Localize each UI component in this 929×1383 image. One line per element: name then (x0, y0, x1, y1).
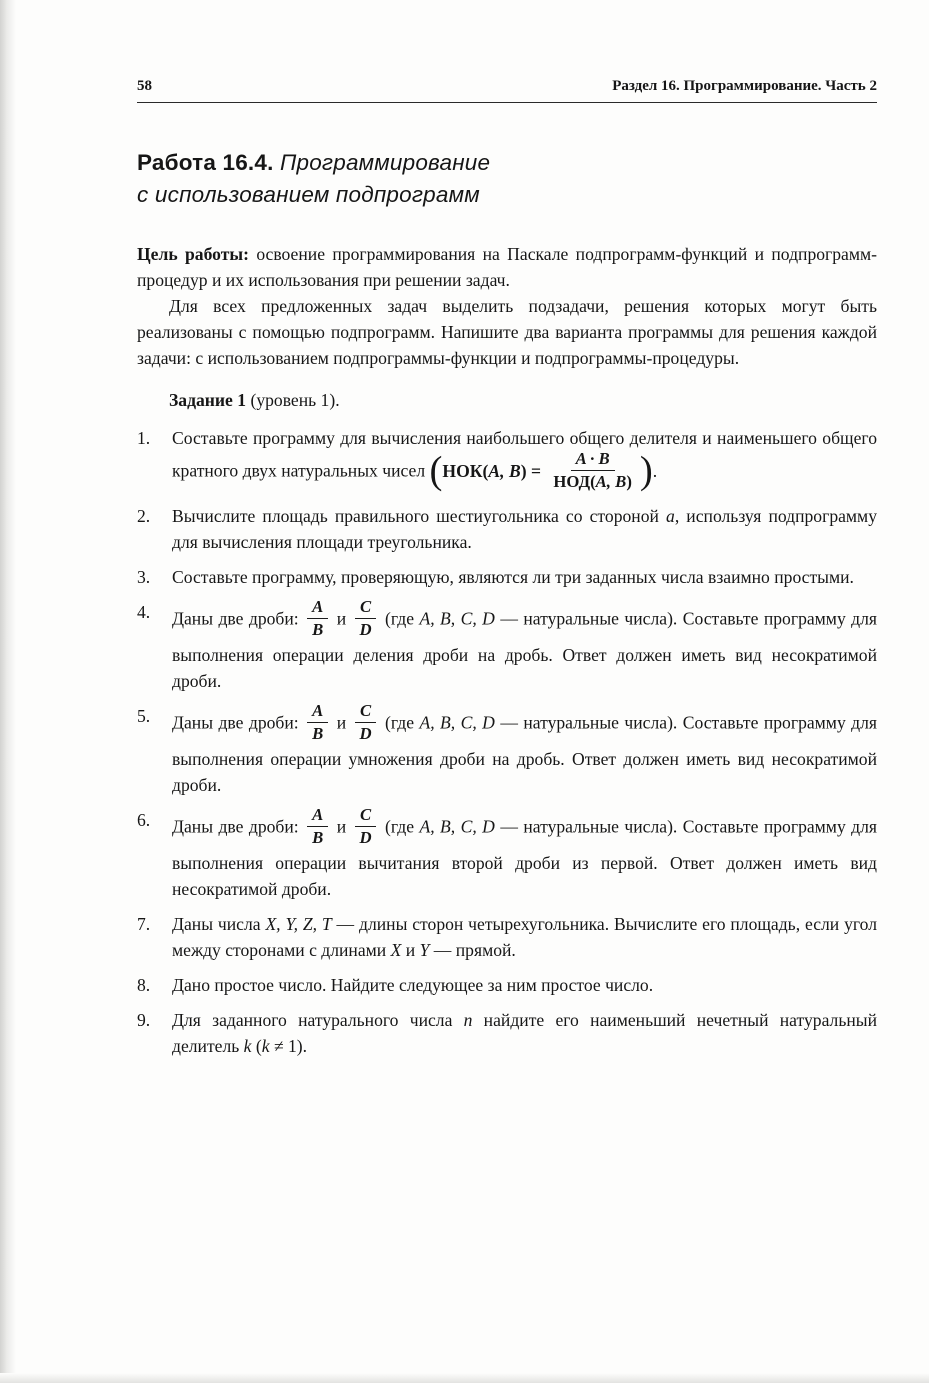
fraction: $\frac{C}{D}$ (355, 701, 377, 744)
task-number: 5. (137, 706, 151, 726)
goal-paragraph (137, 241, 877, 293)
scan-left-edge (0, 0, 16, 1383)
task-number: 1. (137, 428, 151, 448)
task-item-8 (137, 972, 877, 998)
goal-text: освоение программирования на Паскале подпрограмм-функций и подпрограмм-процедур и их использования при решении задач. (137, 244, 877, 290)
math-var: X (390, 940, 402, 960)
task-item-5 (137, 703, 877, 798)
chapter-title-number: Работа 16.4. (137, 150, 274, 175)
running-header (137, 78, 877, 95)
task-item-9 (137, 1007, 877, 1059)
fraction: $\frac{C}{D}$ (355, 805, 377, 848)
task-text: Даны числа X, Y, Z, T — длины сторон четырехугольника. Вычислите его площадь, если угол между сторонами с длинами X и Y — прямой. (172, 914, 877, 960)
math-var: A, B, C, D (419, 712, 495, 733)
task-item-1 (137, 425, 877, 494)
math-var: X, Y, Z, T (265, 914, 332, 934)
goal-lead: Цель работы: (137, 244, 249, 264)
page-number: 58 (137, 78, 152, 94)
math-var: A, B, C, D (419, 608, 495, 629)
task-text: Составьте программу, проверяющую, являются ли три заданных числа взаимно простыми. (172, 567, 854, 587)
task-text: Для заданного натурального числа n найдите его наименьший нечетный натуральный делитель k (k ≠ 1). (172, 1010, 877, 1056)
task-text: Даны две дроби: $\frac{A}{B}$ и $\frac{C}{D}$ (где A, B, C, D — натуральные числа). Составьте программу для выполнения операции вычитания второй дроби из первой. Ответ должен иметь вид несократимой дроби. (172, 805, 877, 899)
page-content (137, 78, 877, 1068)
task-text: Даны две дроби: $\frac{A}{B}$ и $\frac{C}{D}$ (где A, B, C, D — натуральные числа). Составьте программу для выполнения операции умножения дроби на дробь. Ответ должен иметь вид несократимой дроби. (172, 701, 877, 795)
section-heading (137, 387, 877, 413)
close-paren: ) (639, 448, 653, 492)
chapter-title (137, 147, 877, 211)
math-var: k (243, 1036, 252, 1056)
task-item-4 (137, 599, 877, 694)
chapter-title-line2: с использованием подпрограмм (137, 182, 480, 207)
math-var: Y (419, 940, 430, 960)
fraction: $\frac{A}{B}$ (307, 701, 328, 744)
task-number: 6. (137, 810, 151, 830)
task-item-6 (137, 807, 877, 902)
task-number: 2. (137, 506, 151, 526)
task-number: 3. (137, 567, 151, 587)
chapter-title-line1: Программирование (273, 150, 491, 175)
formula-nok: (НОК(A, B) = $\frac{A \cdot B}{\text{НОД(A, B)}}$ ). (429, 448, 658, 492)
fraction: $\frac{A}{B}$ (307, 805, 328, 848)
math-var: a (666, 506, 675, 526)
math-var: k (261, 1036, 270, 1056)
fraction: $\frac{A}{B}$ (307, 597, 328, 640)
math-var: n (463, 1010, 473, 1030)
task-text: Дано простое число. Найдите следующее за ним простое число. (172, 975, 654, 995)
task-item-2 (137, 503, 877, 555)
task-number: 9. (137, 1010, 151, 1030)
task-text: Вычислите площадь правильного шестиугольника со стороной a, используя подпрограмму для вычисления площади треугольника. (172, 506, 877, 552)
open-paren: ( (429, 448, 443, 492)
instructions-paragraph: Для всех предложенных задач выделить подзадачи, решения которых могут быть реализованы с помощью подпрограмм. Напишите два варианта программы для решения каждой задачи: с использованием подпрограммы-функции и подпрограммы-процедуры. (137, 296, 877, 368)
scan-bottom-edge (0, 1373, 929, 1383)
task-item-3 (137, 564, 877, 590)
task-number: 8. (137, 975, 151, 995)
fraction: $\frac{A \cdot B}{\text{НОД(A, B)}}$ (553, 449, 632, 491)
header-rule (137, 102, 877, 103)
section-heading-rest: (уровень 1). (246, 390, 340, 410)
task-text: Составьте программу для вычисления наибольшего общего делителя и наименьшего общего кратного двух натуральных чисел (НОК(A, B) = $\frac{A \cdot B}{\text{НОД(A, B)}}$ ). (172, 428, 877, 492)
math-var: A, B, C, D (419, 816, 495, 837)
section-heading-bold: Задание 1 (169, 390, 247, 410)
task-text: Даны две дроби: $\frac{A}{B}$ и $\frac{C}{D}$ (где A, B, C, D — натуральные числа). Составьте программу для выполнения операции деления дроби на дробь. Ответ должен иметь вид несократимой дроби. (172, 597, 877, 691)
task-item-7 (137, 911, 877, 963)
task-number: 7. (137, 914, 151, 934)
fraction: $\frac{C}{D}$ (355, 597, 377, 640)
task-number: 4. (137, 602, 151, 622)
task-list (137, 425, 877, 1059)
running-title: Раздел 16. Программирование. Часть 2 (612, 78, 877, 94)
body-text (137, 241, 877, 1059)
